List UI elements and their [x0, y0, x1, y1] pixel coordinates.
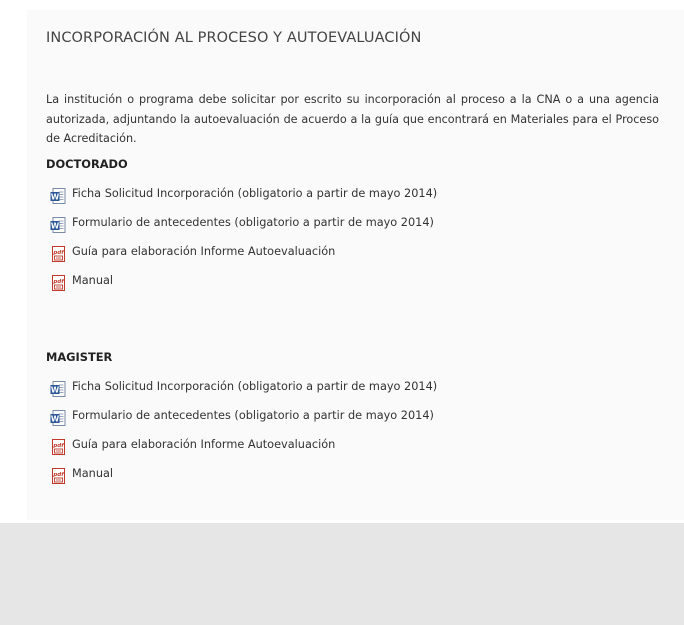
list-item [50, 267, 437, 296]
intro-paragraph: La institución o programa debe solicitar por escrito su incorporación al proceso a la CNA o a una agencia autorizada, adjuntando la autoevaluación de acuerdo a la guía que encontrará en Materiales para el Proceso de Acreditación. [46, 93, 659, 145]
doc-link-guia-autoevaluacion[interactable]: Guía para elaboración Informe Autoevaluación [72, 245, 336, 258]
pdf-doc-icon [50, 468, 66, 484]
list-item [50, 209, 437, 238]
section-heading-doctorado: DOCTORADO [46, 157, 128, 171]
list-item [50, 460, 437, 489]
list-item [50, 402, 437, 431]
section-heading-magister: MAGISTER [46, 350, 113, 364]
doc-link-guia-autoevaluacion[interactable]: Guía para elaboración Informe Autoevaluación [72, 438, 336, 451]
pdf-doc-icon [50, 275, 66, 291]
svg-text:pdf: pdf [53, 249, 64, 256]
page-title: INCORPORACIÓN AL PROCESO Y AUTOEVALUACIÓN [46, 30, 422, 46]
list-item [50, 431, 437, 460]
doc-link-ficha-solicitud[interactable]: Ficha Solicitud Incorporación (obligatorio a partir de mayo 2014) [72, 187, 438, 200]
doc-link-formulario-antecedentes[interactable]: Formulario de antecedentes (obligatorio a partir de mayo 2014) [72, 409, 434, 422]
word-doc-icon [50, 410, 66, 426]
doc-link-formulario-antecedentes[interactable]: Formulario de antecedentes (obligatorio a partir de mayo 2014) [72, 216, 434, 229]
list-item [50, 180, 437, 209]
svg-text:W: W [50, 221, 60, 230]
list-item [50, 373, 437, 402]
svg-text:pdf: pdf [53, 471, 64, 478]
word-doc-icon [50, 188, 66, 204]
svg-text:pdf: pdf [53, 442, 64, 449]
svg-text:W: W [50, 192, 60, 201]
word-doc-icon [50, 381, 66, 397]
list-item [50, 238, 437, 267]
svg-text:W: W [50, 414, 60, 423]
document-list-magister [50, 373, 437, 489]
pdf-doc-icon [50, 246, 66, 262]
doc-link-ficha-solicitud[interactable]: Ficha Solicitud Incorporación (obligatorio a partir de mayo 2014) [72, 380, 438, 393]
doc-link-manual[interactable]: Manual [72, 467, 114, 480]
svg-text:W: W [50, 385, 60, 394]
svg-text:pdf: pdf [53, 278, 64, 285]
word-doc-icon [50, 217, 66, 233]
pdf-doc-icon [50, 439, 66, 455]
doc-link-manual[interactable]: Manual [72, 274, 114, 287]
document-list-doctorado [50, 180, 437, 296]
